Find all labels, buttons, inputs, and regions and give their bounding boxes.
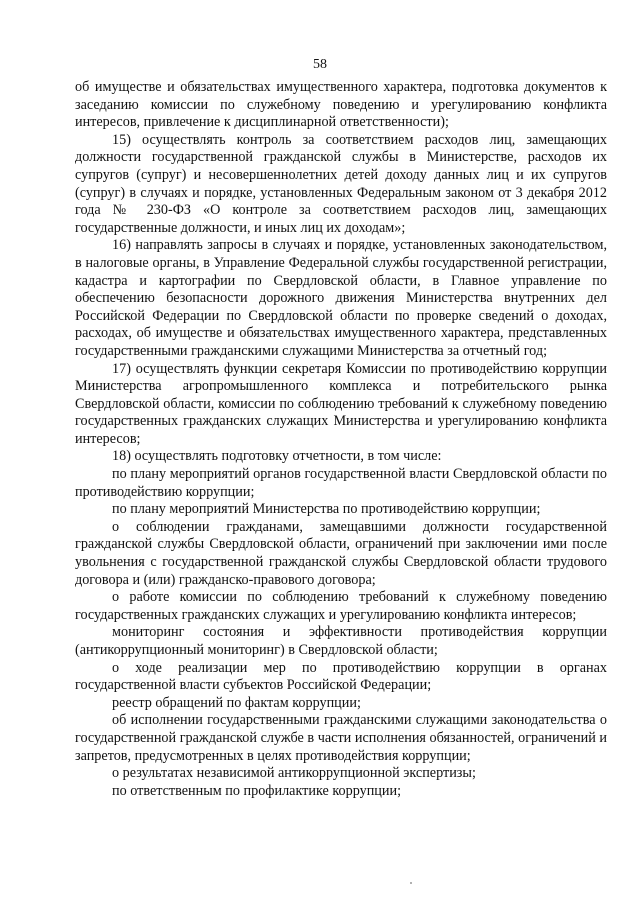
scan-artifact: [410, 882, 412, 884]
paragraph: 18) осуществлять подготовку отчетности, в том числе:: [112, 448, 442, 465]
paragraph: 17) осуществлять функции секретаря Комиссии по противодействию коррупции Министерства агропромышленного комплекса и потребительского рынка Свердловской области, комиссии по соблюдению требований к служебному поведению государственных гражданских служащих Министерства и урегулированию конфликта интересов;: [75, 360, 607, 447]
paragraph: о результатах независимой антикоррупционной экспертизы;: [112, 765, 476, 782]
paragraph: 15) осуществлять контроль за соответствием расходов лиц, замещающих должности государственной гражданской службы в Министерстве, расходов их супругов (супруг) и несовершеннолетних детей доходу данных лиц и их супругов (супруг) в случаях и порядке, установленных Федеральным законом от 3 декабря 2012 года № 230-ФЗ «О контроле за соответствием расходов лиц, замещающих государственные должности, и иных лиц их доходам»;: [75, 131, 607, 236]
paragraph: о соблюдении гражданами, замещавшими должности государственной гражданской службы Свердловской области, ограничений при заключении ими после увольнения с государственной гражданской службы Свердловской области трудового договора и (или) гражданско-правового договора;: [75, 518, 607, 588]
paragraph: по ответственным по профилактике коррупции;: [112, 782, 402, 799]
paragraph: по плану мероприятий органов государственной власти Свердловской области по противодействию коррупции;: [75, 466, 607, 500]
paragraph: о ходе реализации мер по противодействию коррупции в органах государственной власти субъектов Российской Федерации;: [75, 659, 607, 694]
document-body: [75, 79, 607, 800]
paragraph: реестр обращений по фактам коррупции;: [112, 694, 361, 711]
paragraph: 16) направлять запросы в случаях и порядке, установленных законодательством, в налоговые органы, в Управление Федеральной службы государственной регистрации, кадастра и картографии по Свердловской области, в Главное управление по обеспечению безопасности дорожного движения Министерства внутренних дел Российской Федерации по Свердловской области по проверке сведений о доходах, расходах, об имуществе и обязательствах имущественного характера, представленных государственными гражданскими служащими Министерства за отчетный год;: [75, 237, 607, 359]
paragraph: об исполнении государственными гражданскими служащими законодательства о государственной гражданской службе в части исполнения обязанностей, ограничений и запретов, предусмотренных в целях противодействия коррупции;: [75, 712, 607, 764]
paragraph: об имуществе и обязательствах имущественного характера, подготовка документов к заседанию комиссии по служебному поведению и урегулированию конфликта интересов, привлечение к дисциплинарной ответственности);: [75, 79, 607, 131]
paragraph: по плану мероприятий Министерства по противодействию коррупции;: [112, 501, 541, 518]
paragraph: о работе комиссии по соблюдению требований к служебному поведению государственных гражданских служащих и урегулированию конфликта интересов;: [75, 589, 607, 623]
page-number: 58: [313, 57, 327, 72]
paragraph: мониторинг состояния и эффективности противодействия коррупции (антикоррупционный мониторинг) в Свердловской области;: [75, 624, 607, 658]
